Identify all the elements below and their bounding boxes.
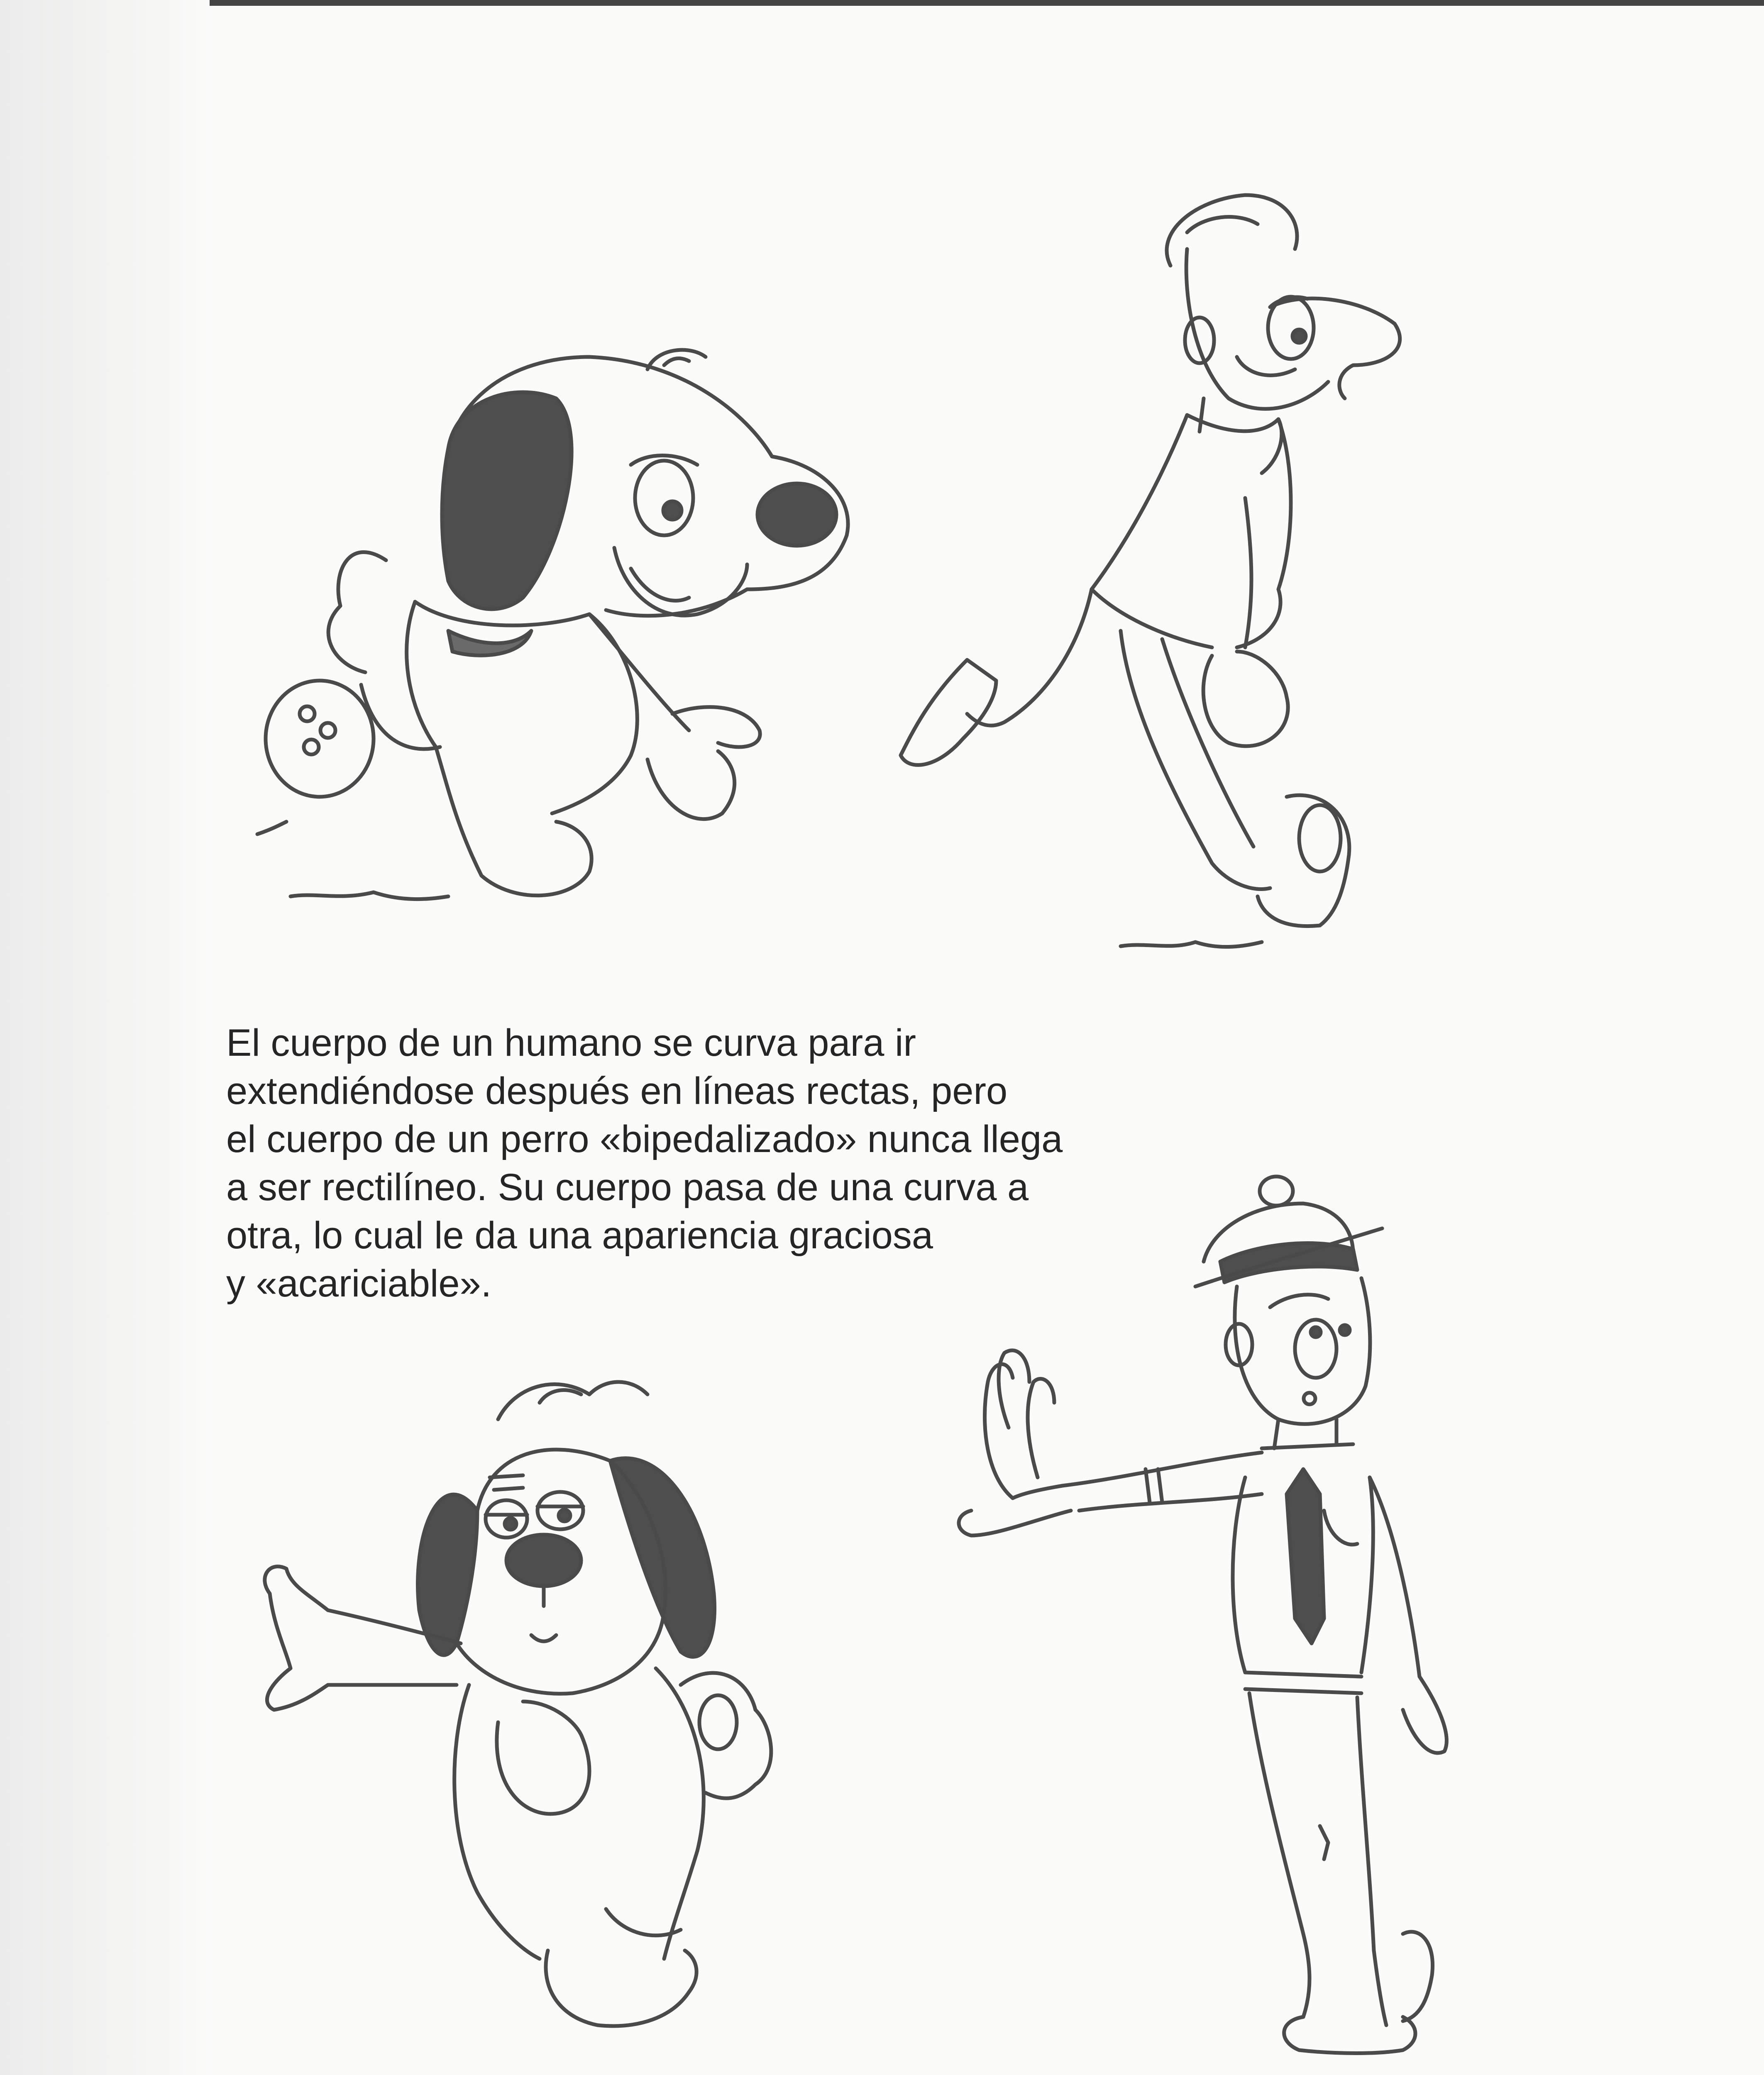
caption-line: el cuerpo de un perro «bipedalizado» nunca llega [226,1118,1063,1160]
caption-line: extendiéndose después en líneas rectas, pero [226,1070,1008,1112]
walking-man-illustration [901,195,1400,947]
leaning-man-illustration [959,1177,1446,2053]
caption-line: El cuerpo de un humano se curva para ir [226,1022,916,1064]
caption-line: otra, lo cual le da una apariencia graciosa [226,1214,933,1257]
caption-line: y «acariciable». [226,1262,492,1305]
caption [226,1019,1139,1308]
walking-dog-illustration [257,350,848,899]
leaning-dog-illustration [265,1382,771,2026]
caption-line: a ser rectilíneo. Su cuerpo pasa de una curva a [226,1166,1029,1208]
dog-tail-ball [266,681,374,797]
